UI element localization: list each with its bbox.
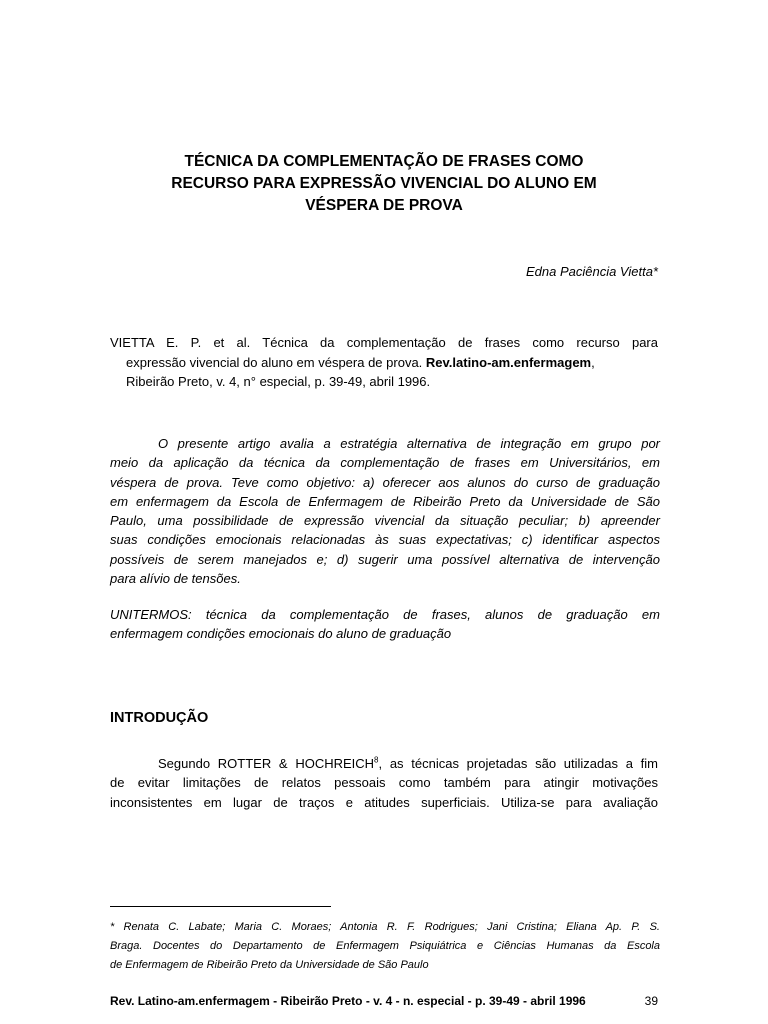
abstract bbox=[110, 434, 660, 588]
body-line-1 bbox=[110, 754, 658, 773]
keywords-line-2: enfermagem condições emocionais do aluno de graduação bbox=[110, 626, 452, 642]
author-name: Edna Paciência Vietta* bbox=[525, 264, 658, 279]
reference-superscript: 8 bbox=[374, 755, 379, 765]
citation-text: expressão vivencial do aluno em véspera de prova. bbox=[126, 354, 426, 370]
footnote bbox=[110, 918, 660, 975]
title-line-2: RECURSO PARA EXPRESSÃO VIVENCIAL DO ALUNO EM bbox=[171, 175, 597, 192]
keywords bbox=[110, 605, 660, 644]
footer-journal-info: Rev. Latino-am.enfermagem - Ribeirão Preto - v. 4 - n. especial - p. 39-49 - abril 1996 bbox=[110, 994, 586, 1008]
citation-reference bbox=[110, 333, 658, 392]
body-text bbox=[110, 754, 658, 812]
citation-line-2 bbox=[110, 353, 658, 373]
citation-line-3: Ribeirão Preto, v. 4, n° especial, p. 39-49, abril 1996. bbox=[126, 374, 431, 389]
abstract-line: suas condições emocionais relacionadas às suas expectativas; c) identificar aspectos bbox=[110, 532, 660, 548]
body-line-2: de evitar limitações de relatos pessoais como também para atingir motivações bbox=[110, 775, 658, 791]
footnote-line-2: Braga. Docentes do Departamento de Enfermagem Psiquiátrica e Ciências Humanas da Escola bbox=[110, 940, 660, 952]
journal-name: Rev.latino-am.enfermagem bbox=[425, 354, 592, 370]
citation-line-1: VIETTA E. P. et al. Técnica da complementação de frases como recurso para bbox=[110, 335, 658, 350]
abstract-line: véspera de prova. Teve como objetivo: a) oferecer aos alunos do curso de graduação bbox=[110, 474, 660, 490]
title-line-1: TÉCNICA DA COMPLEMENTAÇÃO DE FRASES COMO bbox=[184, 153, 584, 170]
body-text-start: Segundo ROTTER & HOCHREICH bbox=[158, 756, 375, 771]
footnote-line-3: de Enfermagem de Ribeirão Preto da Universidade de São Paulo bbox=[110, 959, 429, 971]
title-line-3: VÉSPERA DE PROVA bbox=[305, 197, 463, 214]
body-text-rest: , as técnicas projetadas são utilizadas a fim bbox=[378, 756, 658, 771]
abstract-line: meio da aplicação da técnica da complementação de frases em Universitários, em bbox=[110, 455, 660, 471]
body-line-3: inconsistentes em lugar de traços e atitudes superficiais. Utiliza-se para avaliação bbox=[110, 794, 658, 810]
citation-comma: , bbox=[591, 354, 595, 370]
abstract-line: em enfermagem da Escola de Enfermagem de Ribeirão Preto da Universidade de São bbox=[110, 493, 660, 509]
page-number: 39 bbox=[644, 994, 658, 1008]
article-title bbox=[110, 151, 658, 217]
keywords-line-1: UNITERMOS: técnica da complementação de frases, alunos de graduação em bbox=[110, 607, 660, 622]
abstract-line: O presente artigo avalia a estratégia alternativa de integração em grupo por bbox=[158, 436, 660, 451]
section-heading: INTRODUÇÃO bbox=[110, 710, 209, 726]
abstract-line: possíveis de serem manejados e; d) sugerir uma possível alternativa de intervenção bbox=[110, 551, 660, 567]
abstract-line: para alívio de tensões. bbox=[110, 571, 241, 587]
footnote-line-1: * Renata C. Labate; Maria C. Moraes; Antonia R. F. Rodrigues; Jani Cristina; Eliana Ap. P. S. bbox=[110, 921, 660, 933]
footnote-divider bbox=[110, 906, 331, 907]
page-footer bbox=[110, 994, 658, 1008]
abstract-line: Paulo, uma possibilidade de expressão vivencial da situação peculiar; b) apreender bbox=[110, 513, 660, 529]
